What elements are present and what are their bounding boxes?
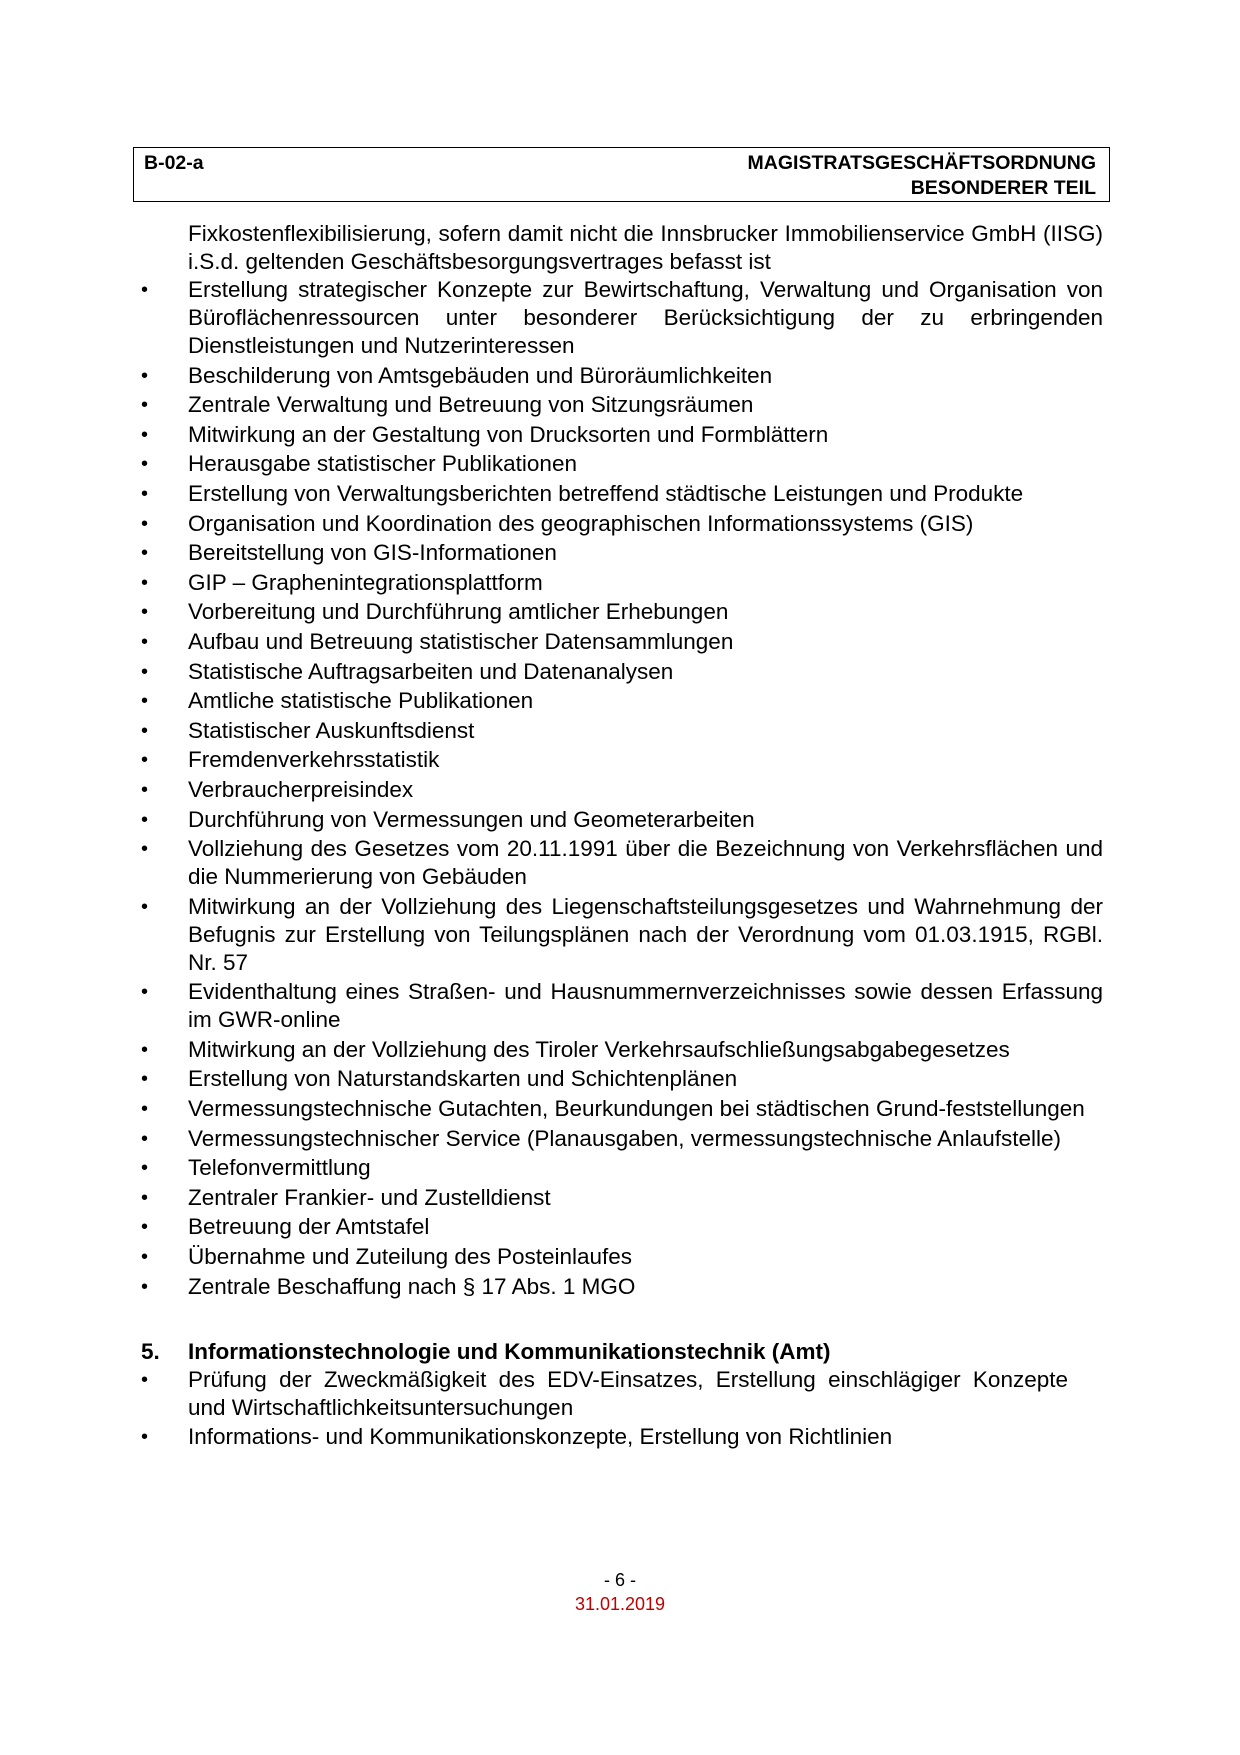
bullet-icon: • xyxy=(141,981,149,1004)
list-item-text: Evidenthaltung eines Straßen- und Hausnummernverzeichnisses sowie dessen Erfassung im GWR-online xyxy=(188,979,1103,1033)
bullet-icon: • xyxy=(141,453,149,476)
list-item-text: Statistischer Auskunftsdienst xyxy=(188,717,475,743)
bullet-icon: • xyxy=(141,1368,149,1391)
list-item-text: Erstellung von Verwaltungsberichten betreffend städtische Leistungen und Produkte xyxy=(188,480,1024,506)
list-item-text: Herausgabe statistischer Publikationen xyxy=(188,451,577,477)
list-item xyxy=(141,717,1103,745)
list-item-text: Bereitstellung von GIS-Informationen xyxy=(188,540,557,566)
list-item xyxy=(141,1184,1103,1212)
list-item xyxy=(141,746,1103,774)
list-item xyxy=(141,450,1103,478)
list-item-text: Durchführung von Vermessungen und Geometerarbeiten xyxy=(188,806,755,832)
list-item xyxy=(141,391,1103,419)
list-item-text: Zentrale Verwaltung und Betreuung von Sitzungsräumen xyxy=(188,392,754,418)
list-item-text: Zentrale Beschaffung nach § 17 Abs. 1 MGO xyxy=(188,1273,636,1299)
bullet-icon: • xyxy=(141,1246,149,1269)
list-item-text: Amtliche statistische Publikationen xyxy=(188,688,534,714)
bullet-icon: • xyxy=(141,1127,149,1150)
document-title-line1: MAGISTRATSGESCHÄFTSORDNUNG xyxy=(747,152,1096,174)
list-item xyxy=(141,628,1103,656)
list-item xyxy=(141,1273,1103,1301)
section-heading xyxy=(141,1338,1103,1366)
bullet-icon: • xyxy=(141,1275,149,1298)
list-item xyxy=(141,1154,1103,1182)
task-list xyxy=(141,276,1103,1301)
list-item-text: Aufbau und Betreuung statistischer Datensammlungen xyxy=(188,628,734,654)
list-item-text: Erstellung von Naturstandskarten und Schichtenplänen xyxy=(188,1066,738,1092)
bullet-icon: • xyxy=(141,1038,149,1061)
list-item-text: Beschilderung von Amtsgebäuden und Büroräumlichkeiten xyxy=(188,362,773,388)
document-code: B-02-a xyxy=(144,152,204,174)
document-body xyxy=(141,220,1103,1453)
bullet-icon: • xyxy=(141,749,149,772)
list-item-text: Vermessungstechnischer Service (Planausgaben, vermessungstechnische Anlaufstelle) xyxy=(188,1125,1061,1151)
list-item-text: Zentraler Frankier- und Zustelldienst xyxy=(188,1184,551,1210)
document-header xyxy=(133,147,1110,202)
bullet-icon: • xyxy=(141,1216,149,1239)
list-item xyxy=(141,421,1103,449)
list-item xyxy=(141,362,1103,390)
list-item xyxy=(141,658,1103,686)
section-number: 5. xyxy=(141,1338,160,1364)
list-item xyxy=(141,1095,1103,1123)
list-item xyxy=(141,1213,1103,1241)
list-item-text: Mitwirkung an der Gestaltung von Drucksorten und Formblättern xyxy=(188,421,829,447)
bullet-icon: • xyxy=(141,690,149,713)
list-item xyxy=(141,806,1103,834)
list-item xyxy=(141,276,1103,360)
list-item-text: Vermessungstechnische Gutachten, Beurkundungen bei städtischen Grund-feststellungen xyxy=(188,1096,1085,1122)
list-item-text: Übernahme und Zuteilung des Posteinlaufes xyxy=(188,1244,633,1270)
bullet-icon: • xyxy=(141,778,149,801)
list-item xyxy=(141,835,1103,891)
bullet-icon: • xyxy=(141,1068,149,1091)
list-item xyxy=(141,1065,1103,1093)
list-item xyxy=(141,978,1103,1034)
list-item-text: Mitwirkung an der Vollziehung des Liegenschaftsteilungsgesetzes und Wahrnehmung der Befugnis zur Erstellung von Teilungsplänen nach der Verordnung vom 01.03.1915, RGBl. Nr. 57 xyxy=(188,893,1103,975)
bullet-icon: • xyxy=(141,1186,149,1209)
list-item xyxy=(141,569,1103,597)
bullet-icon: • xyxy=(141,542,149,565)
list-item xyxy=(141,1243,1103,1271)
bullet-icon: • xyxy=(141,364,149,387)
bullet-icon: • xyxy=(141,394,149,417)
list-item-text: Informations- und Kommunikationskonzepte, Erstellung von Richtlinien xyxy=(188,1424,893,1450)
list-item-text: Erstellung strategischer Konzepte zur Bewirtschaftung, Verwaltung und Organisation von Büroflächenressourcen unter besonderer Berücksichtigung der zu erbringenden Dienstleistungen und Nutzerinteressen xyxy=(188,277,1103,358)
list-item xyxy=(141,1423,1068,1451)
list-item-text: Mitwirkung an der Vollziehung des Tiroler Verkehrsaufschließungsabgabegesetzes xyxy=(188,1036,1010,1062)
list-item-text: GIP – Graphenintegrationsplattform xyxy=(188,569,543,595)
list-item-text: Vorbereitung und Durchführung amtlicher Erhebungen xyxy=(188,599,729,625)
list-item-text: Fremdenverkehrsstatistik xyxy=(188,747,440,773)
list-item xyxy=(141,1366,1068,1422)
bullet-icon: • xyxy=(141,630,149,653)
bullet-icon: • xyxy=(141,279,149,301)
bullet-icon: • xyxy=(141,601,149,624)
bullet-icon: • xyxy=(141,423,149,446)
bullet-icon: • xyxy=(141,1426,149,1449)
bullet-icon: • xyxy=(141,895,149,918)
list-item xyxy=(141,687,1103,715)
bullet-icon: • xyxy=(141,808,149,831)
bullet-icon: • xyxy=(141,1098,149,1121)
list-item-text: Statistische Auftragsarbeiten und Datenanalysen xyxy=(188,658,674,684)
bullet-icon: • xyxy=(141,512,149,535)
document-title xyxy=(748,151,1096,201)
list-item xyxy=(141,598,1103,626)
list-item xyxy=(141,776,1103,804)
list-item xyxy=(141,1125,1103,1153)
list-item-text: Vollziehung des Gesetzes vom 20.11.1991 über die Bezeichnung von Verkehrsflächen und die Nummerierung von Gebäuden xyxy=(188,836,1103,890)
page-number: - 6 - xyxy=(603,1570,636,1590)
intro-paragraph: Fixkostenflexibilisierung, sofern damit nicht die Innsbrucker Immobilienservice GmbH (IISG) i.S.d. geltenden Geschäftsbesorgungsvertrages befasst ist xyxy=(188,221,1103,274)
list-item xyxy=(141,539,1103,567)
list-item-text: Organisation und Koordination des geographischen Informationssystems (GIS) xyxy=(188,510,974,536)
list-item-text: Prüfung der Zweckmäßigkeit des EDV-Einsatzes, Erstellung einschlägiger Konzepte und Wirtschaftlichkeitsuntersuchungen xyxy=(188,1366,1068,1420)
bullet-icon: • xyxy=(141,719,149,742)
list-item xyxy=(141,1036,1103,1064)
section-title: Informationstechnologie und Kommunikationstechnik (Amt) xyxy=(188,1338,831,1364)
document-title-line2: BESONDERER TEIL xyxy=(910,177,1096,199)
section-task-list xyxy=(141,1366,1103,1452)
bullet-icon: • xyxy=(141,482,149,505)
list-item xyxy=(141,893,1103,977)
list-item-text: Verbraucherpreisindex xyxy=(188,776,414,802)
bullet-icon: • xyxy=(141,1157,149,1180)
bullet-icon: • xyxy=(141,838,149,861)
bullet-icon: • xyxy=(141,571,149,594)
list-item-text: Betreuung der Amtstafel xyxy=(188,1214,430,1240)
list-item xyxy=(141,510,1103,538)
document-date: 31.01.2019 xyxy=(574,1594,666,1614)
list-item xyxy=(141,480,1103,508)
list-item-text: Telefonvermittlung xyxy=(188,1155,371,1181)
bullet-icon: • xyxy=(141,660,149,683)
